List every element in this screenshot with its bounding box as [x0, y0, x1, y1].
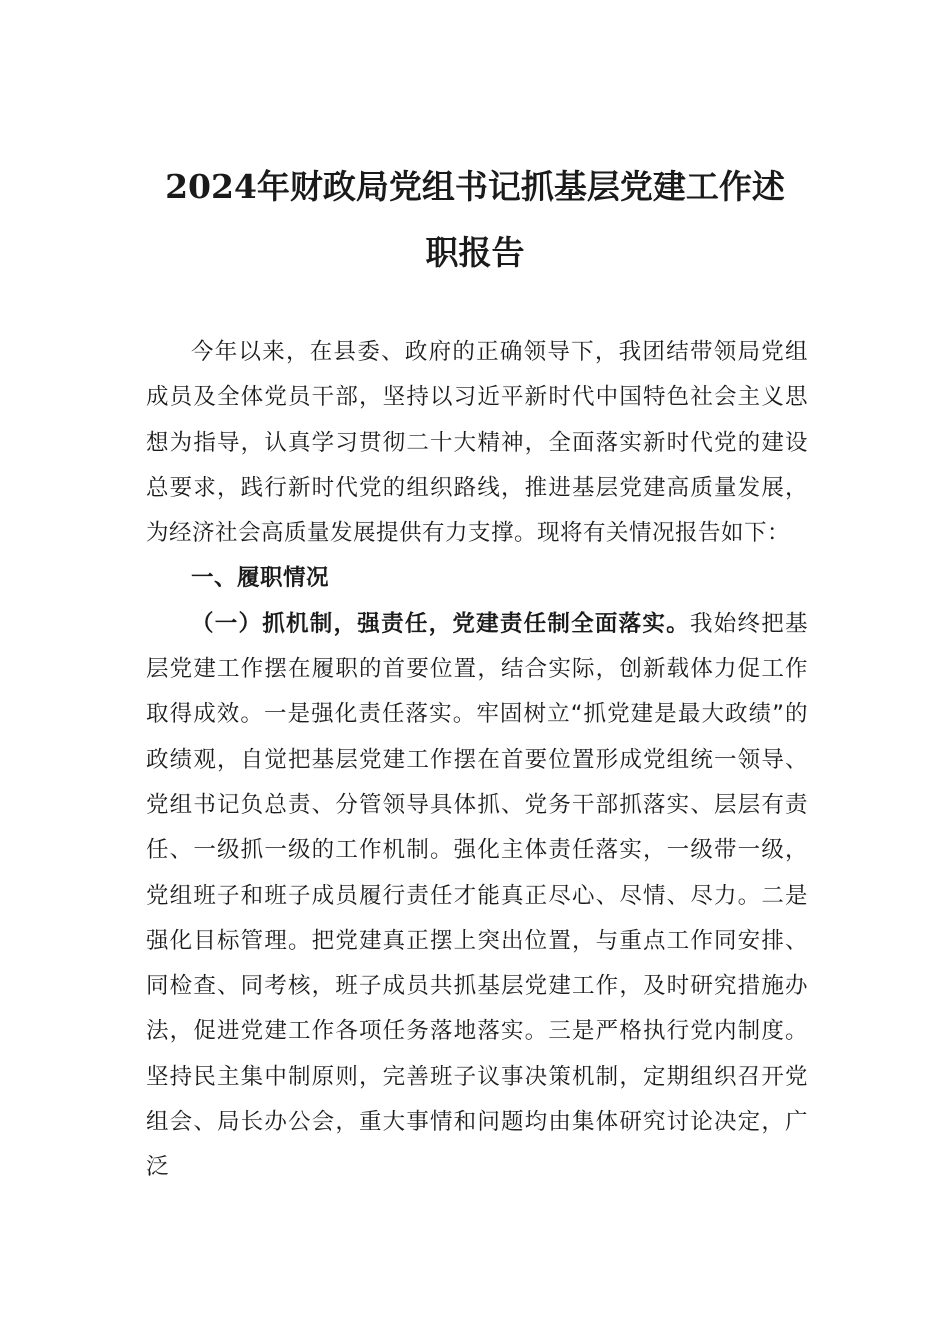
document-title: [120, 154, 830, 286]
title-line-1: 2024年财政局党组书记抓基层党建工作述: [165, 167, 785, 206]
subsection-body-1: 我始终把基层党建工作摆在履职的首要位置，结合实际，创新载体力促工作取得成效。一是强化责任落实。牢固树立“抓党建是最大政绩”的政绩观，自觉把基层党建工作摆在首要位置形成党组统一领导、党组书记负总责、分管领导具体抓、党务干部抓落实、层层有责任、一级抓一级的工作机制。强化主体责任落实，一级带一级，党组班子和班子成员履行责任才能真正尽心、尽情、尽力。二是强化目标管理。把党建真正摆上突出位置，与重点工作同安排、同检查、同考核，班子成员共抓基层党建工作，及时研究措施办法，促进党建工作各项任务落地落实。三是严格执行党内制度。坚持民主集中制原则，完善班子议事决策机制，定期组织召开党组会、局长办公会，重大事情和问题均由集体研究讨论决定，广泛: [146, 610, 808, 1181]
subsection-paragraph-1: [146, 602, 808, 1191]
subsection-heading-1: （一）抓机制，强责任，党建责任制全面落实。: [191, 610, 690, 637]
document-body: [146, 330, 808, 1191]
intro-paragraph: 今年以来，在县委、政府的正确领导下，我团结带领局党组成员及全体党员干部，坚持以习近平新时代中国特色社会主义思想为指导，认真学习贯彻二十大精神，全面落实新时代党的建设总要求，践行新时代党的组织路线，推进基层党建高质量发展，为经济社会高质量发展提供有力支撑。现将有关情况报告如下：: [146, 339, 808, 547]
section-heading-1: 一、履职情况: [191, 565, 330, 592]
title-line-2: 职报告: [425, 233, 525, 272]
